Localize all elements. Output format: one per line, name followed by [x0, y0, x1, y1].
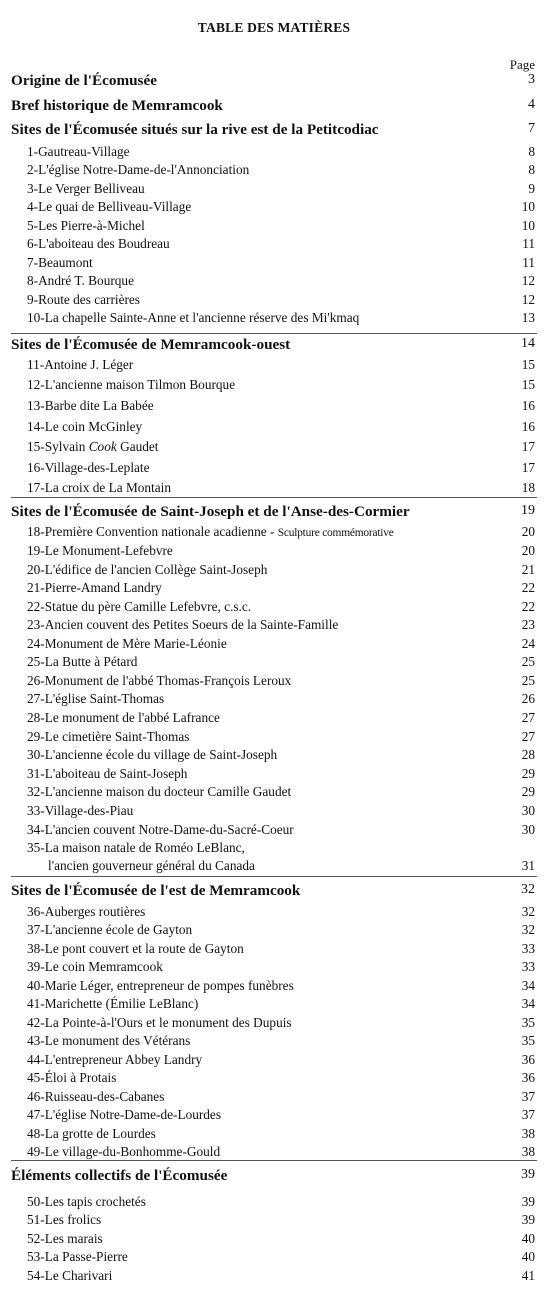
- toc-entry: [0, 747, 548, 764]
- page-number: 10: [521, 199, 535, 214]
- toc-entry: [0, 480, 548, 497]
- entry-title: [0, 1126, 548, 1142]
- toc-entry: [0, 199, 548, 216]
- entry-title: [0, 654, 548, 670]
- entry-title: [0, 599, 548, 615]
- toc-entry: [0, 562, 548, 579]
- entry-title: [0, 840, 548, 856]
- page-number: 12: [521, 273, 535, 288]
- toc-entry: [0, 803, 548, 820]
- entry-text: 23-Ancien couvent des Petites Soeurs de la Sainte-Famille: [27, 617, 339, 632]
- page-number: 25: [521, 673, 535, 688]
- entry-text: 46-Ruisseau-des-Cabanes: [27, 1089, 165, 1104]
- entry-text: 38-Le pont couvert et la route de Gayton: [27, 941, 244, 956]
- entry-text: 34-L'ancien couvent Notre-Dame-du-Sacré-Coeur: [27, 822, 294, 837]
- entry-title: [0, 181, 548, 197]
- page-number: 29: [521, 766, 535, 781]
- entry-text: 26-Monument de l'abbé Thomas-François Leroux: [27, 673, 292, 688]
- entry-title: [0, 858, 548, 874]
- page-number: 30: [521, 822, 535, 837]
- toc-entry: [0, 599, 548, 616]
- entry-title: [0, 580, 548, 596]
- entry-text-italic: Cook: [88, 439, 117, 454]
- entry-text: 29-Le cimetière Saint-Thomas: [27, 729, 190, 744]
- entry-title: [0, 803, 548, 819]
- entry-text: 1-Gautreau-Village: [27, 144, 130, 159]
- toc-entry: [0, 922, 548, 939]
- toc-entry: [0, 1107, 548, 1124]
- page-number: 34: [521, 996, 535, 1011]
- page-number: 25: [521, 654, 535, 669]
- entry-text: 30-L'ancienne école du village de Saint-Joseph: [27, 747, 278, 762]
- entry-text: 6-L'aboiteau des Boudreau: [27, 236, 170, 251]
- entry-title: [0, 784, 548, 800]
- entry-text: 16-Village-des-Leplate: [27, 460, 150, 475]
- entry-text: 36-Auberges routières: [27, 904, 146, 919]
- page-number: 7: [528, 121, 535, 136]
- section-title: [0, 503, 548, 521]
- page-number: 39: [521, 1167, 535, 1182]
- section-title: [0, 97, 548, 115]
- page-number: 36: [521, 1070, 535, 1085]
- toc-entry: [0, 1126, 548, 1143]
- entry-title: [0, 904, 548, 920]
- toc-entry: [0, 904, 548, 921]
- toc-entry: [0, 357, 548, 374]
- entry-title: [0, 273, 548, 289]
- entry-text: 10-La chapelle Sainte-Anne et l'ancienne réserve des Mi'kmaq: [27, 310, 360, 325]
- page-number: 13: [521, 310, 535, 325]
- entry-text: 37-L'ancienne école de Gayton: [27, 922, 193, 937]
- entry-text: Sites de l'Écomusée situés sur la rive est de la Petitcodiac: [11, 121, 379, 138]
- entry-title: [0, 1033, 548, 1049]
- entry-text: 50-Les tapis crochetés: [27, 1194, 146, 1209]
- entry-text: 52-Les marais: [27, 1231, 103, 1246]
- entry-text: 18-Première Convention nationale acadienne -: [27, 524, 278, 539]
- entry-title: [0, 439, 548, 455]
- entry-text: 54-Le Charivari: [27, 1268, 113, 1283]
- entry-text: Origine de l'Écomusée: [11, 72, 157, 89]
- entry-title: [0, 673, 548, 689]
- page-number: 37: [521, 1089, 535, 1104]
- entry-text: Sites de l'Écomusée de l'est de Memramcook: [11, 882, 301, 899]
- toc-entry: [0, 978, 548, 995]
- page-number: 36: [521, 1052, 535, 1067]
- toc-entry: [0, 959, 548, 976]
- entry-text: 47-L'église Notre-Dame-de-Lourdes: [27, 1107, 222, 1122]
- entry-title: [0, 766, 548, 782]
- entry-text: 12-L'ancienne maison Tilmon Bourque: [27, 377, 236, 392]
- entry-title: [0, 144, 548, 160]
- toc-entry: [0, 524, 548, 541]
- entry-text: 4-Le quai de Belliveau-Village: [27, 199, 192, 214]
- section-heading: [0, 336, 548, 353]
- toc-entry: [0, 1015, 548, 1032]
- entry-text: 28-Le monument de l'abbé Lafrance: [27, 710, 220, 725]
- entry-title: [0, 199, 548, 215]
- toc-entry: [0, 419, 548, 436]
- page-number: 16: [521, 419, 535, 434]
- entry-title: [0, 1070, 548, 1086]
- section-divider: [11, 333, 537, 334]
- entry-title: [0, 1194, 548, 1210]
- entry-title: [0, 236, 548, 252]
- page-number: 3: [528, 72, 535, 87]
- entry-text: 45-Éloi à Protais: [27, 1070, 117, 1085]
- page-number: 35: [521, 1033, 535, 1048]
- page-number: 32: [521, 922, 535, 937]
- entry-text: 17-La croix de La Montain: [27, 480, 171, 495]
- toc-entry: [0, 1033, 548, 1050]
- entry-title: [0, 922, 548, 938]
- page-number: 27: [521, 729, 535, 744]
- entry-title: [0, 978, 548, 994]
- page-number: 21: [521, 562, 535, 577]
- page-number: 14: [521, 336, 535, 351]
- toc-entry: [0, 766, 548, 783]
- page-number: 37: [521, 1107, 535, 1122]
- toc-entry: [0, 710, 548, 727]
- entry-title: [0, 691, 548, 707]
- section-title: [0, 336, 548, 354]
- entry-text: 8-André T. Bourque: [27, 273, 134, 288]
- entry-title: [0, 460, 548, 476]
- page-number: 16: [521, 398, 535, 413]
- entry-text: 32-L'ancienne maison du docteur Camille Gaudet: [27, 784, 292, 799]
- entry-title: [0, 822, 548, 838]
- page-number: 38: [521, 1144, 535, 1159]
- toc-entry: [0, 1070, 548, 1087]
- page-number: 33: [521, 941, 535, 956]
- page-number: 32: [521, 882, 535, 897]
- entry-text: 2-L'église Notre-Dame-de-l'Annonciation: [27, 162, 250, 177]
- page-number: 39: [521, 1212, 535, 1227]
- page-number: 8: [528, 144, 535, 159]
- entry-title: [0, 729, 548, 745]
- entry-title: [0, 1231, 548, 1247]
- page-title: TABLE DES MATIÈRES: [197, 20, 351, 35]
- entry-title: [0, 357, 548, 373]
- entry-text-small: Sculpture commémorative: [277, 527, 394, 539]
- page-number: 10: [521, 218, 535, 233]
- section-title: [0, 882, 548, 900]
- entry-title: [0, 377, 548, 393]
- toc-entry: [0, 996, 548, 1013]
- entry-title: [0, 524, 548, 540]
- entry-title: [0, 255, 548, 271]
- page-number: 8: [528, 162, 535, 177]
- entry-text: 7-Beaumont: [27, 255, 93, 270]
- entry-title: [0, 1268, 548, 1284]
- section-divider: [11, 876, 537, 877]
- toc-entry: [0, 543, 548, 560]
- page-number: 22: [521, 599, 535, 614]
- toc-entry: [0, 273, 548, 290]
- page-number: 18: [521, 480, 535, 495]
- toc-entry: [0, 1089, 548, 1106]
- toc-entry: [0, 162, 548, 179]
- entry-text: 42-La Pointe-à-l'Ours et le monument des Dupuis: [27, 1015, 292, 1030]
- page-number: 40: [521, 1249, 535, 1264]
- entry-text: 22-Statue du père Camille Lefebvre, c.s.c.: [27, 599, 252, 614]
- entry-text: l'ancien gouverneur général du Canada: [48, 858, 255, 873]
- page-number: 40: [521, 1231, 535, 1246]
- entry-title: [0, 562, 548, 578]
- entry-title: [0, 747, 548, 763]
- entry-title: [0, 710, 548, 726]
- page-number: 19: [521, 503, 535, 518]
- entry-title: [0, 543, 548, 559]
- section-title: [0, 1167, 548, 1185]
- entry-text: 35-La maison natale de Roméo LeBlanc,: [27, 840, 245, 855]
- toc-entry: [0, 617, 548, 634]
- page-number: 22: [521, 580, 535, 595]
- entry-title: [0, 996, 548, 1012]
- entry-text: 48-La grotte de Lourdes: [27, 1126, 156, 1141]
- entry-title: [0, 941, 548, 957]
- entry-title: [0, 1249, 548, 1265]
- entry-text: 21-Pierre-Amand Landry: [27, 580, 162, 595]
- page-number: 39: [521, 1194, 535, 1209]
- entry-text: Bref historique de Memramcook: [11, 97, 223, 114]
- page-number: 4: [528, 97, 535, 112]
- section-title: [0, 121, 548, 139]
- section-heading: [0, 503, 548, 520]
- entry-text: 3-Le Verger Belliveau: [27, 181, 145, 196]
- section-heading: [0, 72, 548, 89]
- toc-entry: [0, 1231, 548, 1248]
- page-number: 31: [521, 858, 535, 873]
- entry-text: Éléments collectifs de l'Écomusée: [11, 1167, 228, 1184]
- page-number: 35: [521, 1015, 535, 1030]
- entry-text: 44-L'entrepreneur Abbey Landry: [27, 1052, 203, 1067]
- entry-text: 9-Route des carrières: [27, 292, 140, 307]
- entry-title: [0, 1144, 548, 1160]
- page-number: 15: [521, 357, 535, 372]
- entry-text: 41-Marichette (Émilie LeBlanc): [27, 996, 199, 1011]
- toc-entry: [0, 1144, 548, 1161]
- page-number: 17: [521, 439, 535, 454]
- page-number: 33: [521, 959, 535, 974]
- entry-text-suffix: Gaudet: [116, 439, 159, 454]
- page-number: 28: [521, 747, 535, 762]
- entry-title: [0, 1212, 548, 1228]
- toc-entry: [0, 218, 548, 235]
- toc-entry: [0, 1194, 548, 1211]
- entry-text: Sites de l'Écomusée de Saint-Joseph et de l'Anse-des-Cormier: [11, 503, 410, 520]
- page-number: 24: [521, 636, 535, 651]
- page-number: 29: [521, 784, 535, 799]
- page-number: 30: [521, 803, 535, 818]
- page-number: 20: [521, 543, 535, 558]
- toc-entry: [0, 580, 548, 597]
- toc-entry: [0, 439, 548, 456]
- toc-entry: [0, 1052, 548, 1069]
- page-number: 41: [521, 1268, 535, 1283]
- entry-text: 11-Antoine J. Léger: [27, 357, 134, 372]
- page-number: 17: [521, 460, 535, 475]
- entry-text: 31-L'aboiteau de Saint-Joseph: [27, 766, 188, 781]
- entry-text: 39-Le coin Memramcook: [27, 959, 163, 974]
- entry-text: 14-Le coin McGinley: [27, 419, 143, 434]
- entry-title: [0, 419, 548, 435]
- page-number: 15: [521, 377, 535, 392]
- page-number: 11: [522, 255, 535, 270]
- entry-title: [0, 617, 548, 633]
- entry-title: [0, 959, 548, 975]
- entry-text: 51-Les frolics: [27, 1212, 102, 1227]
- entry-text: 20-L'édifice de l'ancien Collège Saint-Joseph: [27, 562, 268, 577]
- entry-title: [0, 1052, 548, 1068]
- toc-entry: [0, 840, 548, 857]
- page-number: 34: [521, 978, 535, 993]
- toc-entry: [0, 460, 548, 477]
- page-number: 23: [521, 617, 535, 632]
- entry-text: 25-La Butte à Pétard: [27, 654, 138, 669]
- toc-entry: [0, 858, 548, 875]
- entry-text: 43-Le monument des Vétérans: [27, 1033, 191, 1048]
- toc-entry: [0, 292, 548, 309]
- section-heading: [0, 121, 548, 138]
- entry-text: 19-Le Monument-Lefebvre: [27, 543, 173, 558]
- toc-entry: [0, 729, 548, 746]
- page-number: 27: [521, 710, 535, 725]
- page-number: 20: [521, 524, 535, 539]
- page-number: 26: [521, 691, 535, 706]
- toc-entry: [0, 181, 548, 198]
- toc-entry: [0, 636, 548, 653]
- toc-entry: [0, 1212, 548, 1229]
- entry-title: [0, 398, 548, 414]
- page-number: 38: [521, 1126, 535, 1141]
- entry-text: 40-Marie Léger, entrepreneur de pompes funèbres: [27, 978, 294, 993]
- toc-entry: [0, 784, 548, 801]
- entry-title: [0, 1015, 548, 1031]
- section-divider: [11, 497, 537, 498]
- page-column-header: Page: [509, 57, 535, 72]
- entry-text: 53-La Passe-Pierre: [27, 1249, 128, 1264]
- entry-text: 5-Les Pierre-à-Michel: [27, 218, 145, 233]
- toc-entry: [0, 236, 548, 253]
- entry-text: 27-L'église Saint-Thomas: [27, 691, 165, 706]
- entry-title: [0, 636, 548, 652]
- entry-text: 33-Village-des-Piau: [27, 803, 134, 818]
- toc-entry: [0, 144, 548, 161]
- entry-title: [0, 292, 548, 308]
- toc-entry: [0, 1268, 548, 1285]
- entry-title: [0, 1089, 548, 1105]
- entry-text: Sites de l'Écomusée de Memramcook-ouest: [11, 336, 291, 353]
- entry-text: 24-Monument de Mère Marie-Léonie: [27, 636, 227, 651]
- entry-text: 49-Le village-du-Bonhomme-Gould: [27, 1144, 221, 1159]
- toc-entry: [0, 310, 548, 327]
- entry-text: 13-Barbe dite La Babée: [27, 398, 154, 413]
- entry-text: 15-Sylvain: [27, 439, 89, 454]
- toc-entry: [0, 691, 548, 708]
- section-heading: [0, 97, 548, 114]
- page-number: 9: [528, 181, 535, 196]
- toc-entry: [0, 1249, 548, 1266]
- toc-entry: [0, 941, 548, 958]
- section-heading: [0, 1167, 548, 1184]
- toc-entry: [0, 822, 548, 839]
- entry-title: [0, 218, 548, 234]
- toc-entry: [0, 398, 548, 415]
- page-number: 12: [521, 292, 535, 307]
- toc-entry: [0, 377, 548, 394]
- toc-entry: [0, 673, 548, 690]
- entry-title: [0, 1107, 548, 1123]
- section-heading: [0, 882, 548, 899]
- toc-entry: [0, 255, 548, 272]
- page-number: 11: [522, 236, 535, 251]
- entry-title: [0, 480, 548, 496]
- section-title: [0, 72, 548, 90]
- toc-entry: [0, 654, 548, 671]
- page-number: 32: [521, 904, 535, 919]
- entry-title: [0, 310, 548, 326]
- entry-title: [0, 162, 548, 178]
